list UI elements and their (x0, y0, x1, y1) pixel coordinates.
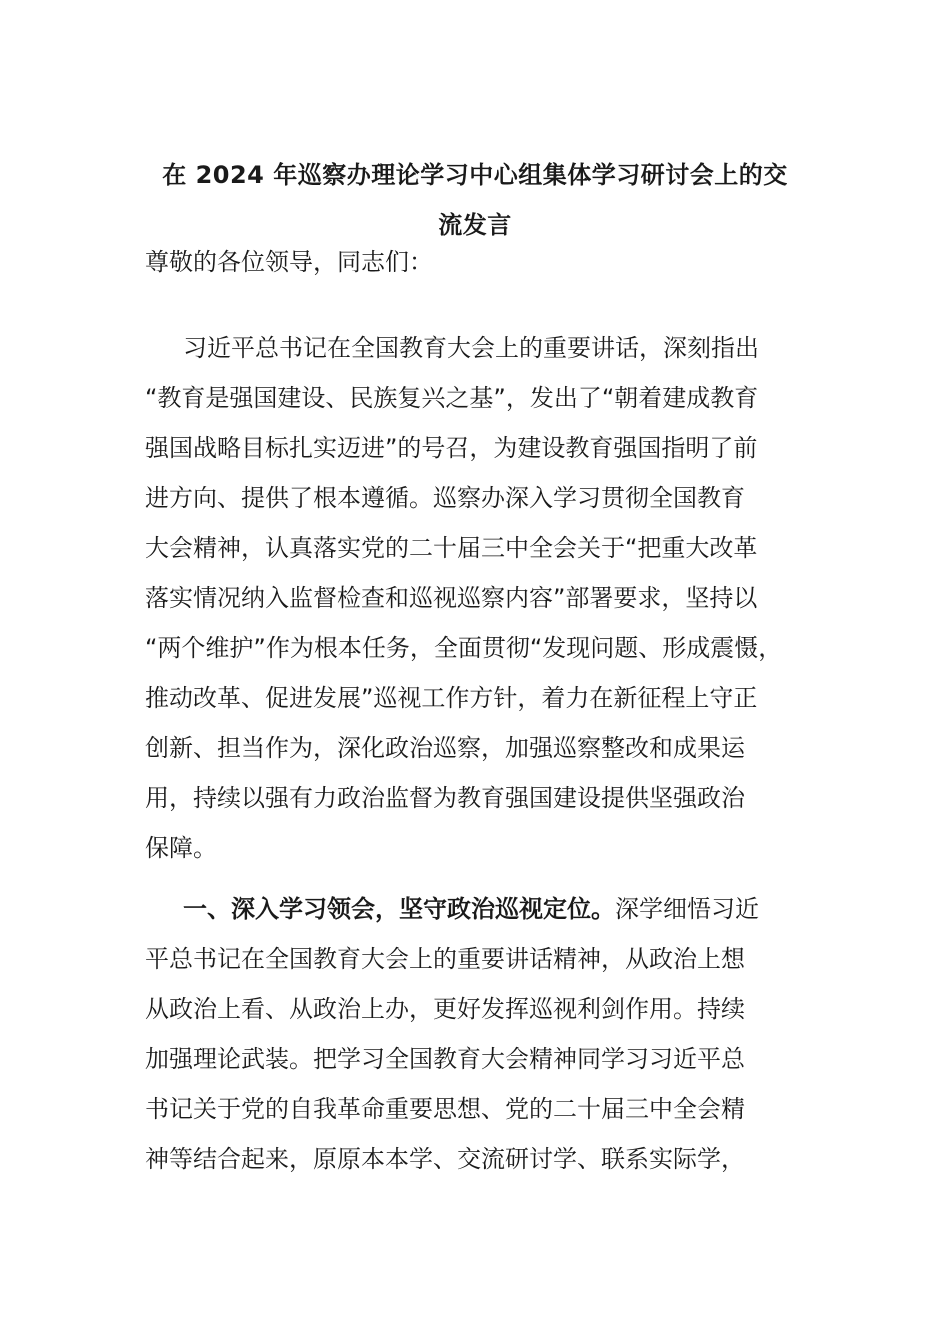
document-title (145, 150, 805, 250)
paragraph-1-line: 进方向、提供了根本遵循。巡察办深入学习贯彻全国教育 (145, 484, 745, 512)
paragraph-1-line: 大会精神，认真落实党的二十届三中全会关于“把重大改革 (145, 534, 758, 562)
paragraph-1-line: 推动改革、促进发展”巡视工作方针，着力在新征程上守正 (145, 684, 758, 712)
paragraph-1-line: 用，持续以强有力政治监督为教育强国建设提供坚强政治 (145, 784, 745, 812)
paragraph-2-line: 从政治上看、从政治上办，更好发挥巡视利剑作用。持续 (145, 995, 745, 1023)
section-heading: 一、深入学习领会，坚守政治巡视定位。 (183, 895, 615, 923)
paragraph-1-line: “两个维护”作为根本任务，全面贯彻“发现问题、形成震慑， (145, 634, 783, 662)
paragraph-2-line: 书记关于党的自我革命重要思想、党的二十届三中全会精 (145, 1095, 745, 1123)
paragraph-2-line: 加强理论武装。把学习全国教育大会精神同学习习近平总 (145, 1045, 745, 1073)
paragraph-1-line: 保障。 (145, 834, 217, 862)
paragraph-1-line: 落实情况纳入监督检查和巡视巡察内容”部署要求，坚持以 (145, 584, 758, 612)
paragraph-1-line: “教育是强国建设、民族复兴之基”，发出了“朝着建成教育 (145, 384, 759, 412)
paragraph-2 (145, 884, 813, 1184)
title-line-1: 在 2024 年巡察办理论学习中心组集体学习研讨会上的交 (162, 161, 788, 189)
title-line-2: 流发言 (438, 211, 512, 239)
paragraph-1-line: 创新、担当作为，深化政治巡察，加强巡察整改和成果运 (145, 734, 745, 762)
paragraph-2-first-line-rest: 深学细悟习近 (615, 895, 759, 923)
paragraph-2-line: 平总书记在全国教育大会上的重要讲话精神，从政治上想 (145, 945, 745, 973)
paragraph-2-line: 神等结合起来，原原本本学、交流研讨学、联系实际学， (145, 1145, 745, 1173)
salutation: 尊敬的各位领导，同志们： (145, 248, 433, 276)
paragraph-1 (145, 323, 813, 873)
paragraph-2-first-line (145, 884, 813, 934)
paragraph-1-line: 强国战略目标扎实迈进”的号召，为建设教育强国指明了前 (145, 434, 758, 462)
paragraph-1-line: 习近平总书记在全国教育大会上的重要讲话，深刻指出 (183, 334, 759, 362)
